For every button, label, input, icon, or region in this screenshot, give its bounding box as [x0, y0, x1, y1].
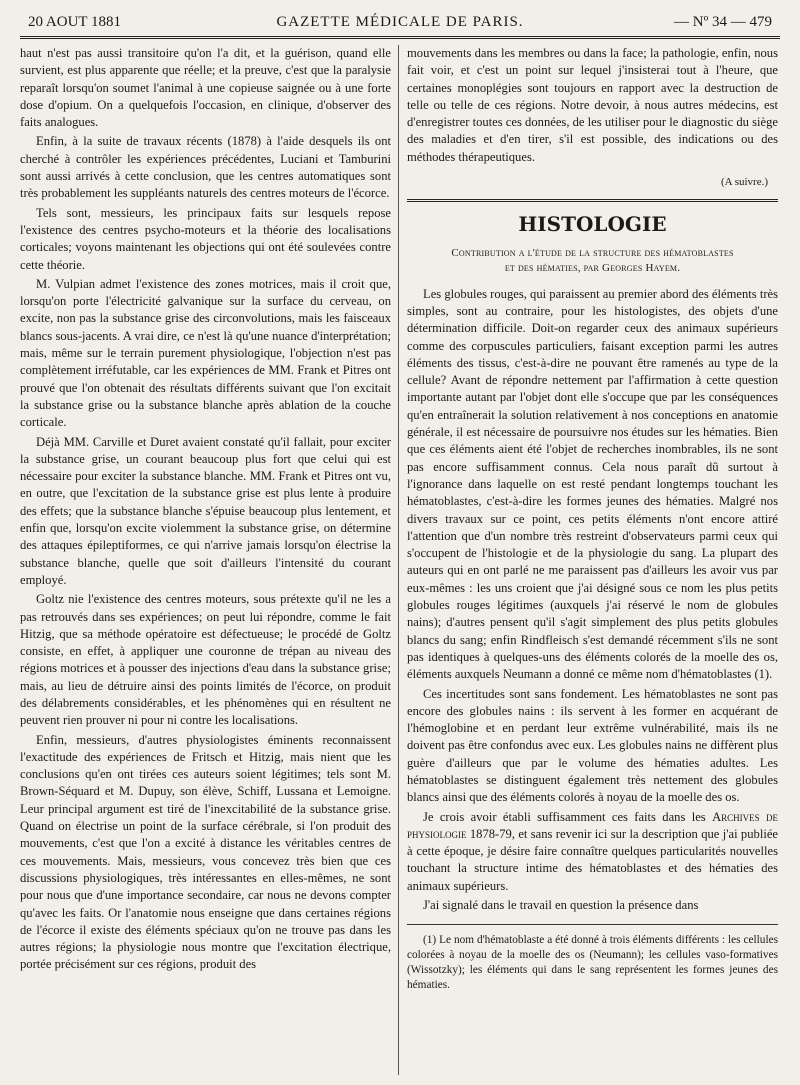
right-paragraph-2: Ces incertitudes sont sans fondement. Les hématoblastes ne sont pas encore des globules nains : ils servent à les former en acquérant de l'hémoglobine et en perdant leur extrême vulnérabilité, mais ils ne doivent pas être confondus avec eux. Les globules nains ne diffèrent plus guère d'ailleurs que par le volume des hématies adultes. Les hématoblastes se distinguent également très nettement des globules blancs ainsi que des éléments colorés à noyau de la moelle des os. — [407, 686, 778, 805]
to-be-continued: (A suivre.) — [720, 176, 768, 189]
left-paragraph-3: Tels sont, messieurs, les principaux faits sur lesquels repose l'existence des centres psycho-moteurs et la théorie des localisations corticales; voyons maintenant les objections qui ont été soulevées contre cette théorie. — [20, 205, 391, 272]
archives-reference: Archives de physiologie — [407, 809, 778, 841]
column-divider — [398, 45, 399, 1075]
left-paragraph-4: M. Vulpian admet l'existence des zones motrices, mais il croit que, lorsqu'on porte l'électricité galvanique sur la surface du cerveau, on excite, non pas la substance grise des circonvolutions, mais les faisceaux blancs sous-jacents. A vrai dire, ce n'est là qu'une nuance d'interprétation; mais, même sur le terrain purement physiologique, l'objection n'est pas complètement irréfutable, car les expériences de MM. Frank et Pitres ont prouvé que l'on obtenait des résultats différents suivant que l'on excitait la substance grise ou la substance blanche après ablation de la couche corticale. — [20, 276, 391, 430]
running-header — [28, 10, 772, 36]
article-title-line1: Contribution a l'étude de la structure des hématoblastes — [451, 246, 734, 259]
left-paragraph-2: Enfin, à la suite de travaux récents (1878) à l'aide desquels ils ont cherché à contrôler les expériences précédentes, Luciani et Tamburini sont aussi arrivés à cette conclusion, que les centres automatiques sont très probablement les suppléants naturels des centres moteurs de l'écorce. — [20, 134, 391, 201]
section-title: HISTOLOGIE — [518, 212, 667, 237]
right-column — [407, 45, 778, 993]
left-paragraph-1: haut n'est pas aussi transitoire qu'on l'a dit, et la guérison, quand elle survient, est plus apparente que réelle; et la preuve, c'est que la paralysie reparaît lorsqu'on soumet l'animal à une copieuse saignée ou à une forte dose d'opium. On a quelquefois l'occasion, en clinique, d'observer des faits analogues. — [20, 46, 391, 130]
journal-title: GAZETTE MÉDICALE DE PARIS. — [276, 14, 524, 30]
section-rule — [407, 199, 778, 202]
issue-page-number: — Nº 34 — 479 — [674, 14, 772, 30]
header-date: 20 AOUT 1881 — [28, 14, 122, 30]
article-title-line2: et des hématies, par Georges Hayem. — [504, 261, 681, 274]
article-title — [407, 246, 778, 276]
left-column — [20, 45, 391, 976]
p3-rest: 1878-79, et sans revenir ici sur la description que j'ai publiée à cette époque, je désire faire connaître quelques particularités nouvelles touchant la structure intime des hématoblastes et des hématies des animaux supérieurs. — [407, 826, 778, 893]
right-paragraph-3 — [407, 809, 778, 895]
right-continuation: mouvements dans les membres ou dans la face; la pathologie, enfin, nous fait voir, et c'est un point sur lequel j'insisterai tout à l'heure, que certaines monoplégies sont toujours en rapport avec la destruction de telle ou telle de ces régions. Notre devoir, à nous autres médecins, est d'enregistrer toutes ces données, de les utiliser pour le diagnostic du siège des maladies et d'en tirer, s'il est possible, des indications ou des méthodes thérapeutiques. — [407, 46, 778, 164]
footnote: (1) Le nom d'hématoblaste a été donné à trois éléments différents : les cellules colorées à noyau de la moelle des os (Neumann); les cellules vaso-formatives (Wissotzky); les éléments qui dans le sang représentent les formes jeunes des hématies. — [407, 934, 778, 992]
right-paragraph-4: J'ai signalé dans le travail en question la présence dans — [423, 898, 699, 913]
left-paragraph-7: Enfin, messieurs, d'autres physiologistes éminents reconnaissent l'exactitude des expériences de Fritsch et Hitzig, mais nient que les conclusions qu'en ont tirées ces auteurs soient légitimes; tels sont M. Brown-Séquard et M. Dupuy, son élève, Schiff, Lussana et Lemoigne. Leur principal argument est tiré de l'inexcitabilité de la substance grise. Quand on électrise un point de la surface cérébrale, si l'on produit des mouvements, c'est que l'on a excité à distance les véritables centres de ces mouvements. Mais, messieurs, vous concevez très bien que ces discussions physiologiques, très intéressantes en elles-mêmes, ne sont pour nous que d'une importance secondaire, car nous ne devons compter qu'avec les faits. Or l'anatomie nous enseigne que dans certaines régions de l'écorce il existe des éléments spéciaux qu'on ne trouve pas dans les autres régions; la physiologie nous montre que l'excitation électrique, portée précisément sur ces régions, produit des — [20, 732, 391, 972]
left-paragraph-6: Goltz nie l'existence des centres moteurs, sous prétexte qu'il ne les a pas retrouvés dans ses expériences; on peut lui répondre, comme le fait Hitzig, que sa méthode opératoire est défectueuse; le procédé de Goltz consiste, en effet, à appliquer une couronne de trépan au niveau des régions motrices et à pousser des injections d'eau dans la substance grise; mais, au lieu de détruire ainsi des points limités de l'écorce, on produit des délabrements considérables, et les phénomènes qui en résultent ne peuvent rien prouver ni pour ni contre les localisations. — [20, 592, 391, 728]
p3-lead: Je crois avoir établi suffisamment ces faits dans les — [423, 809, 713, 824]
header-rule — [20, 36, 780, 39]
left-paragraph-5: Déjà MM. Carville et Duret avaient constaté qu'il fallait, pour exciter la substance grise, un courant beaucoup plus fort que celui qui est nécessaire pour exciter la substance blanche. MM. Frank et Pitres ont vu, en outre, que l'excitation de la substance grise est plus lente à produire des effets; que la substance blanche s'épuise beaucoup plus lentement, et enfin que, lorsqu'on excite violemment la substance grise, on détermine des attaques épileptiformes, ce qui n'arrive jamais lorsqu'on électrise la substance blanche, quelle que soit d'ailleurs l'intensité du courant employé. — [20, 434, 391, 587]
right-paragraph-1: Les globules rouges, qui paraissent au premier abord des éléments très simples, sont au contraire, pour les histologistes, des objets d'une détermination difficile. Doit-on regarder ceux des animaux supérieurs comme des corpuscules particuliers, faisant exception parmi les autres éléments des tissus, c'est-à-dire ne pouvant être ramenés au type de la cellule? Avant de répondre nettement par l'affirmation à cette question importante autant par l'objet dont elle s'occupe que par les conséquences qu'en entraînerait la solution relativement à nos conceptions en anatomie générale, il est nécessaire de poursuivre nos études sur les hématies. Bien que ces éléments aient été l'objet de recherches inombrables, ils ne sont pas encore suffisamment connus. Cela nous paraît dû surtout à l'ignorance dans laquelle on est resté pendant longtemps touchant les hématoblastes, c'est-à-dire les formes jeunes des hématies. Malgré nos divers travaux sur ce point, ces petits éléments n'ont encore attiré l'attention que d'un nombre très restreint d'observateurs parmi ceux qui s'occupent de l'histologie et de la physiologie du sang. La plupart des auteurs qui en ont parlé ne me paraissent pas d'ailleurs les avoir vus par eux-mêmes : les uns croient que j'ai désigné sous ce nom les plus petits globules rouges légitimes (auxquels j'ai réservé le nom de globules nains); d'autres pensent qu'il s'agit simplement des plus petits globules blancs du sang; enfin Rindfleisch s'est demandé récemment s'ils ne sont pas identiques à quelques-uns des éléments colorés de la moelle des os, éléments auxquels Neumann a donné ce même nom d'hématoblastes (1). — [407, 286, 778, 682]
footnote-rule — [407, 924, 778, 925]
